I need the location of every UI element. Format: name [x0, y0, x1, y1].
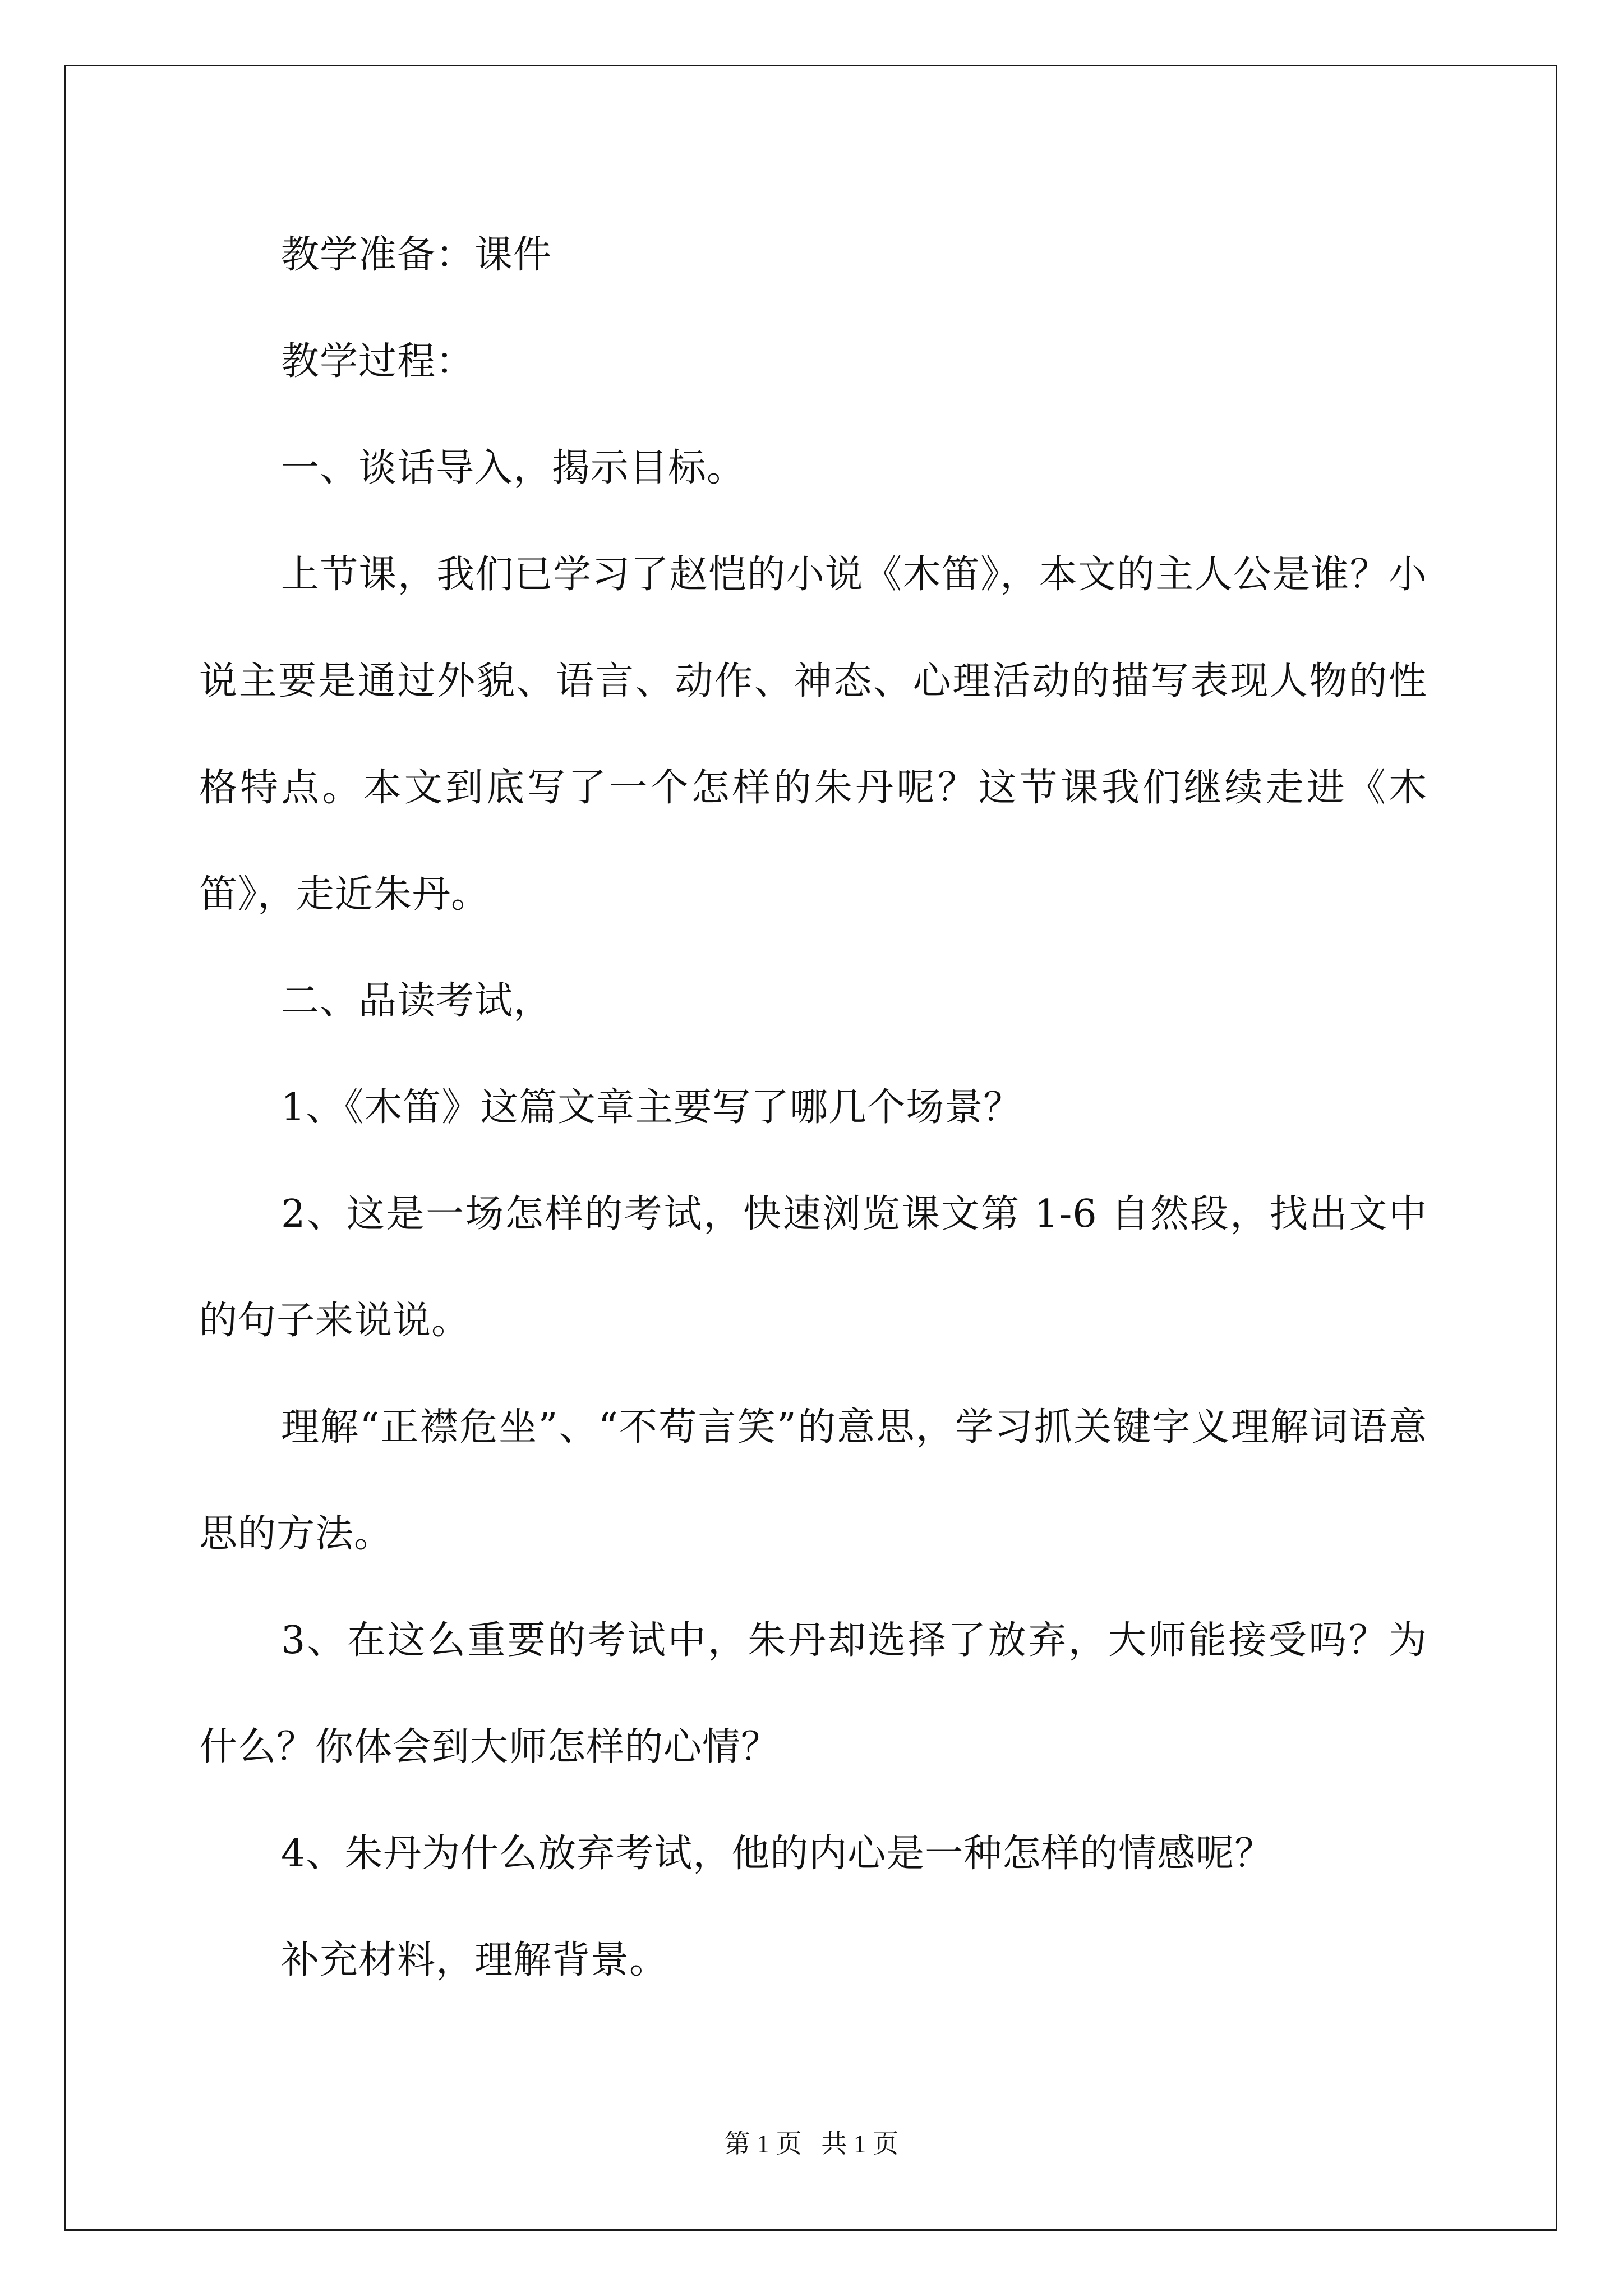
paragraph-question-1: 1、《木笛》这篇文章主要写了哪几个场景？ — [281, 1085, 1022, 1130]
paragraph-question-3: 3、在这么重要的考试中，朱丹却选择了放弃，大师能接受吗？为什么？你体会到大师怎样的心情？ — [199, 1618, 1427, 1769]
paragraph-introduction: 上节课，我们已学习了赵恺的小说《木笛》，本文的主人公是谁？小说主要是通过外貌、语言、动作、神态、心理活动的描写表现人物的性格特点。本文到底写了一个怎样的朱丹呢？这节课我们继续走进《木笛》，走近朱丹。 — [199, 553, 1427, 917]
paragraph-question-4: 4、朱丹为什么放弃考试，他的内心是一种怎样的情感呢？ — [281, 1832, 1274, 1876]
paragraph-question-2: 2、这是一场怎样的考试，快速浏览课文第 1-6 自然段，找出文中的句子来说说。 — [199, 1192, 1427, 1343]
paragraph-section-one-heading: 一、谈话导入，揭示目标。 — [281, 446, 746, 490]
paragraph-vocabulary-note: 理解“正襟危坐”、“不苟言笑”的意思，学习抓关键字义理解词语意思的方法。 — [199, 1405, 1427, 1556]
document-body — [199, 202, 1427, 2014]
paragraph-teaching-process: 教学过程： — [281, 339, 475, 384]
paragraph-section-two-heading: 二、品读考试， — [281, 979, 552, 1023]
paragraph-supplementary-material: 补充材料，理解背景。 — [281, 1938, 668, 1982]
page-number-label: 第 1 页 共 1 页 — [724, 2129, 899, 2158]
page-footer — [0, 2127, 1623, 2161]
paragraph-teaching-preparation: 教学准备：课件 — [281, 233, 552, 277]
